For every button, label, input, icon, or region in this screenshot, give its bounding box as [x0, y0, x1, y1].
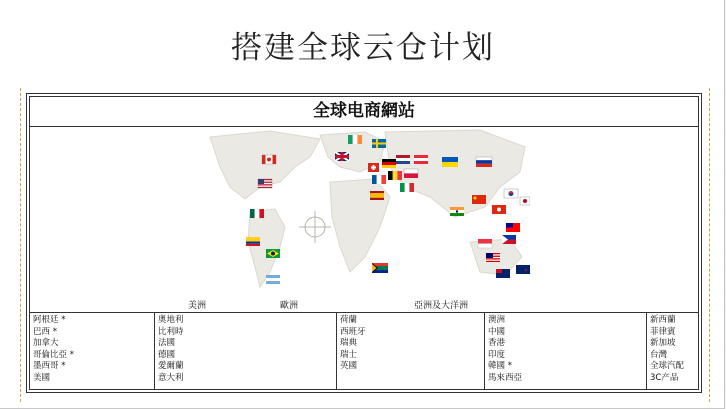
- world-map: [200, 127, 530, 297]
- compass-icon: [299, 211, 331, 243]
- flag-canada-icon: [262, 155, 276, 164]
- list-item: 瑞士: [340, 349, 358, 360]
- flag-netherlands-icon: [396, 155, 410, 164]
- list-item: 巴西 *: [33, 326, 57, 337]
- list-item: 墨西哥 *: [33, 361, 66, 371]
- list-item: 德國: [158, 349, 176, 360]
- flag-ukraine-icon: [442, 157, 458, 167]
- flag-uk-icon: [335, 152, 349, 161]
- flag-usa-icon: [258, 179, 272, 188]
- list-item: 愛爾蘭: [158, 361, 184, 371]
- list-item: 澳洲: [488, 315, 506, 325]
- site-column-asia-2: [647, 313, 698, 389]
- flag-ireland-icon: [348, 135, 362, 144]
- flag-hongkong-icon: [492, 205, 506, 214]
- list-item: 意大利: [158, 372, 184, 383]
- flag-italy-icon: [400, 183, 414, 192]
- list-item: 中國: [488, 326, 506, 337]
- flag-japan-icon: [520, 197, 530, 205]
- list-item: 台灣: [650, 349, 668, 360]
- flag-newzealand-icon: [516, 265, 530, 274]
- flag-china-icon: [472, 195, 486, 204]
- flag-singapore-icon: [478, 239, 492, 248]
- list-item: 哥倫比亞 *: [33, 349, 74, 360]
- list-item: 菲律賓: [650, 326, 676, 337]
- list-item: 韓國 *: [488, 361, 512, 371]
- flag-taiwan-icon: [506, 223, 520, 232]
- flag-argentina-icon: [266, 275, 280, 284]
- list-item: 英國: [340, 361, 358, 371]
- flag-india-icon: [450, 207, 464, 216]
- list-item: 馬來西亞: [488, 372, 523, 383]
- list-item: 奧地利: [158, 315, 184, 325]
- site-column-americas: [30, 313, 155, 389]
- list-item: 阿根廷 *: [33, 315, 66, 325]
- region-label-asia-oceania: 亞洲及大洋洲: [414, 301, 469, 311]
- flag-france-icon: [372, 175, 386, 184]
- flag-poland-icon: [404, 169, 418, 178]
- region-label-europe: 歐洲: [280, 301, 299, 311]
- site-lists-row: [30, 313, 698, 389]
- flag-brazil-icon: [266, 249, 280, 258]
- list-item: 印度: [488, 349, 506, 360]
- flag-malaysia-icon: [486, 253, 500, 262]
- site-column-asia-1: [485, 313, 647, 389]
- flag-germany-icon: [382, 159, 396, 168]
- list-item: 香港: [488, 338, 506, 348]
- world-map-cell: [30, 127, 698, 313]
- list-item: 新加坡: [650, 338, 676, 348]
- flag-korea-icon: [504, 189, 518, 198]
- north-america-shape: [210, 131, 320, 199]
- flag-spain-icon: [370, 191, 384, 200]
- flag-austria-icon: [414, 155, 428, 164]
- list-item: 加拿大: [33, 338, 59, 348]
- list-item: 比利時: [158, 326, 184, 337]
- flag-mexico-icon: [250, 209, 264, 218]
- list-item: 新西蘭: [650, 315, 676, 325]
- list-item: 美國: [33, 372, 51, 383]
- list-item: 西班牙: [340, 326, 366, 337]
- flag-australia-icon: [496, 269, 510, 278]
- flag-switzerland-icon: [368, 163, 379, 172]
- table-inner-border: [29, 96, 699, 390]
- list-item: 3C产品: [650, 372, 679, 383]
- list-item: 全球汽配: [650, 361, 685, 371]
- list-item: 瑞典: [340, 338, 358, 348]
- flag-south-africa-icon: [372, 263, 388, 273]
- global-sites-table: [26, 93, 702, 393]
- region-label-americas: 美洲: [188, 301, 207, 311]
- flag-russia-icon: [476, 157, 492, 167]
- slide-title: 搭建全球云仓计划: [231, 30, 495, 66]
- list-item: 荷蘭: [340, 315, 358, 325]
- list-item: 法國: [158, 338, 176, 348]
- table-header: 全球电商網站: [30, 97, 698, 127]
- site-column-europe-1: [155, 313, 337, 389]
- flag-sweden-icon: [372, 139, 386, 148]
- flag-colombia-icon: [246, 237, 260, 246]
- flag-philippines-icon: [502, 235, 516, 244]
- flag-belgium-icon: [388, 171, 402, 180]
- site-column-europe-2: [337, 313, 485, 389]
